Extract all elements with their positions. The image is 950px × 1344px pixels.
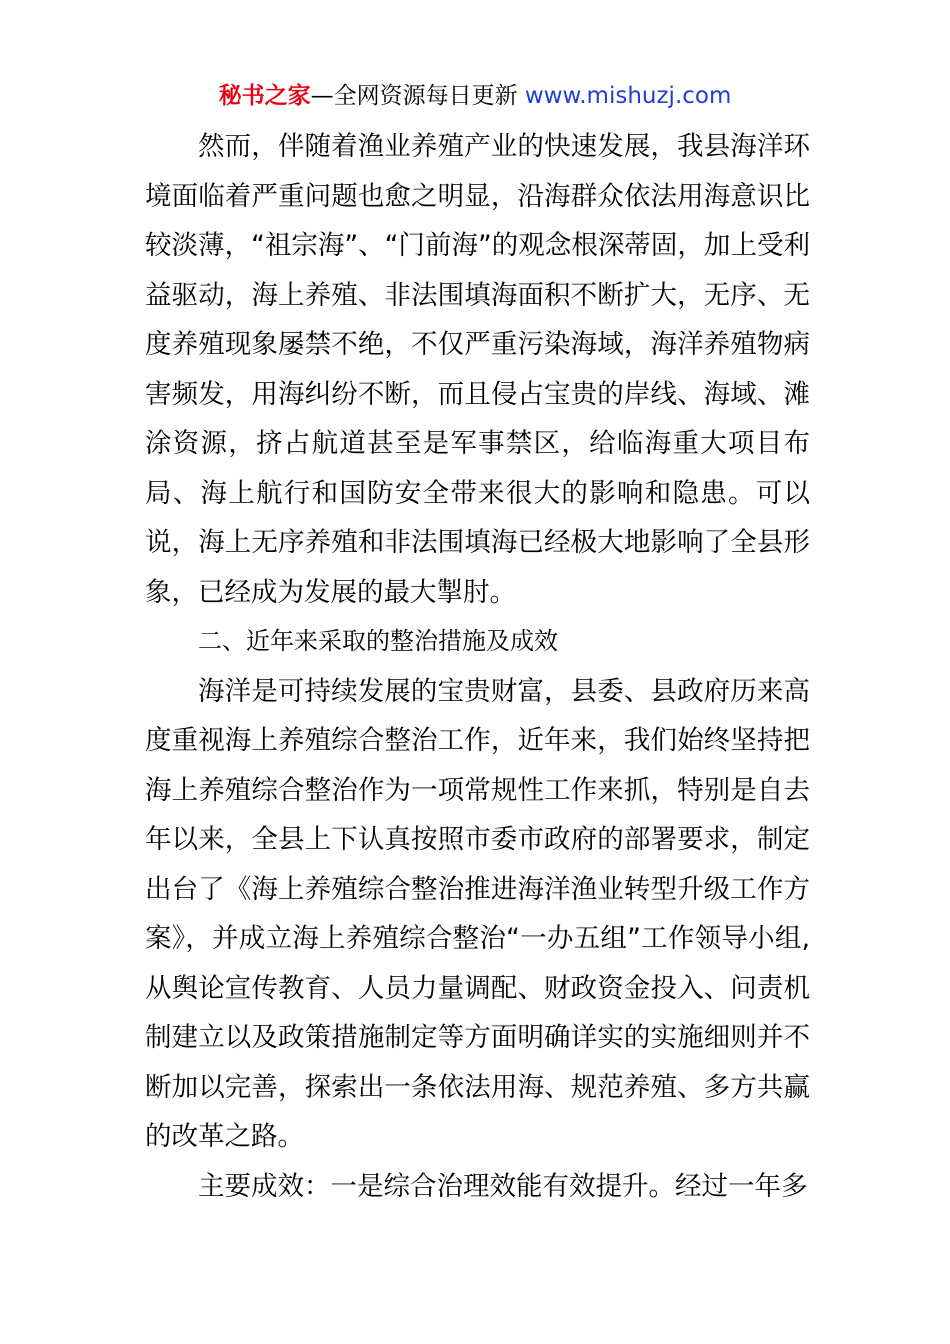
- paragraph: 主要成效：一是综合治理效能有效提升。经过一年多: [198, 1170, 808, 1202]
- paragraph: 然而，伴随着渔业养殖产业的快速发展，我县海洋环境面临着严重问题也愈之明显，沿海群众依法用海意识比较淡薄，“祖宗海”、“门前海”的观念根深蒂固，加上受利益驱动，海上养殖、非法围填海面积不断扩大，无序、无度养殖现象屡禁不绝，不仅严重污染海域，海洋养殖物病害频发，用海纠纷不断，而且侵占宝贵的岸线、海域、滩涂资源，挤占航道甚至是军事禁区，给临海重大项目布局、海上航行和国防安全带来很大的影响和隐患。可以说，海上无序养殖和非法围填海已经极大地影响了全县形象，已经成为发展的最大掣肘。: [145, 131, 810, 608]
- document-body: [145, 122, 810, 1211]
- page-header: [0, 80, 950, 112]
- paragraph: 海洋是可持续发展的宝贵财富，县委、县政府历来高度重视海上养殖综合整治工作，近年来，我们始终坚持把海上养殖综合整治作为一项常规性工作来抓，特别是自去年以来，全县上下认真按照市委市政府的部署要求，制定出台了《海上养殖综合整治推进海洋渔业转型升级工作方案》，并成立海上养殖综合整治“一办五组”工作领导小组,从舆论宣传教育、人员力量调配、财政资金投入、问责机制建立以及政策措施制定等方面明确详实的实施细则并不断加以完善，探索出一条依法用海、规范养殖、多方共赢的改革之路。: [145, 675, 810, 1152]
- header-tagline: —全网资源每日更新: [310, 83, 525, 109]
- brand-name: 秘书之家: [218, 83, 311, 109]
- section-heading: 二、近年来采取的整治措施及成效: [198, 627, 558, 655]
- site-url[interactable]: www.mishuzj.com: [524, 83, 732, 109]
